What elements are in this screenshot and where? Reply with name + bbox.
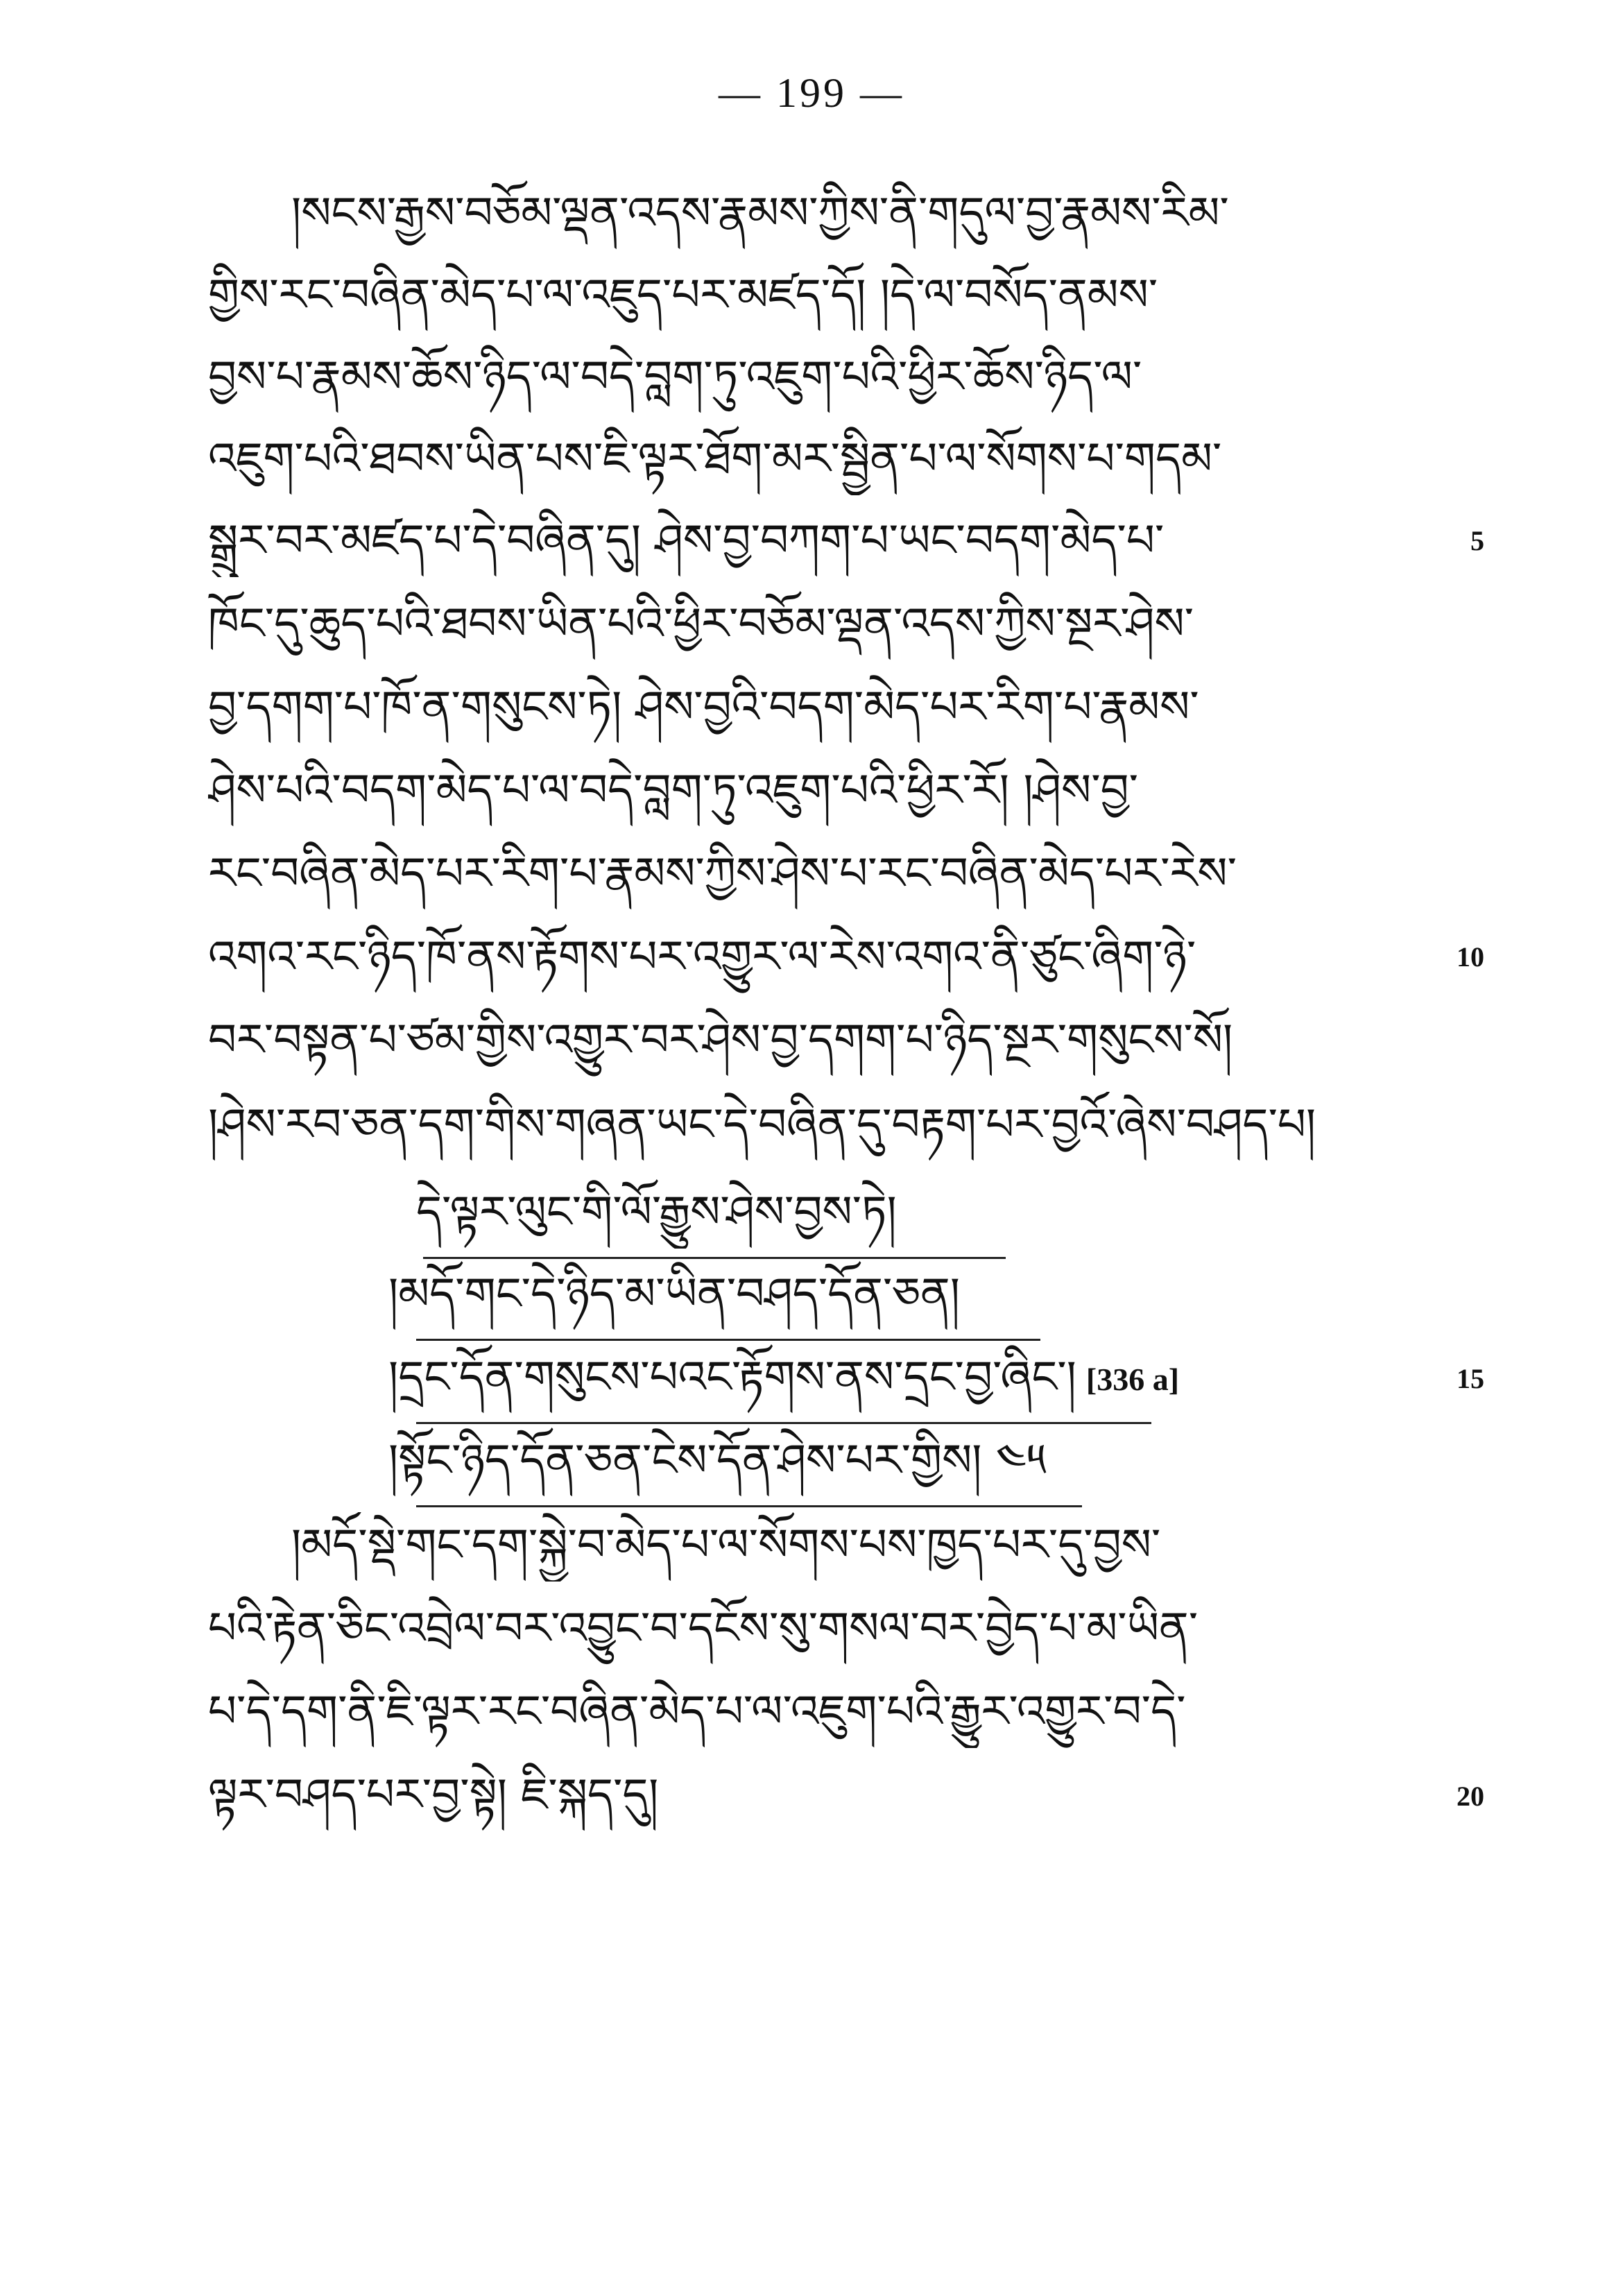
folio-reference: [336 a] [1085, 1362, 1180, 1398]
text-line: ཁོང་དུ་ཆུད་པའི་ཐབས་ཡིན་པའི་ཕྱིར་བཅོམ་ལྡན་འདས་ཀྱིས་སྔར་ཤེས་ [208, 599, 1194, 650]
verse-line [388, 1344, 1346, 1414]
margin-line-number: 10 [1457, 941, 1484, 973]
page-number: — 199 — [719, 70, 904, 116]
text-line: སྒྲུར་བར་མཛད་པ་དེ་བཞིན་དུ། ཤེས་བྱ་བཀག་པ་ཡང་བདག་མེད་པ་ [208, 515, 1165, 567]
text-line: འགའ་རང་ཉིད་ཁོ་ནས་རྟོགས་པར་འགྱུར་ལ་རེས་འགའ་ནི་ཙུང་ཞིག་ཉེ་ [208, 932, 1196, 983]
verse-line: དེ་ལྟར་ལུང་གི་ལོ་རྒྱུས་ཤེས་བྱས་ཏེ། [416, 1187, 897, 1238]
margin-line-number: 15 [1457, 1363, 1484, 1394]
text-line: བར་བསྟན་པ་ཙམ་གྱིས་འགྱུར་བར་ཤེས་བྱ་དགག་པ་ཉིད་སྔར་གསུངས་སོ། [208, 1015, 1233, 1066]
verse-underline [416, 1422, 1151, 1424]
margin-line-number: 20 [1457, 1781, 1484, 1812]
text-line: བྱ་དགག་པ་ཁོ་ན་གསུངས་ཏེ། ཤེས་བྱའི་བདག་མེད་པར་རིག་པ་རྣམས་ [208, 682, 1199, 733]
verse-line: །སྟོང་ཉིད་དོན་ཅན་ངེས་དོན་ཤེས་པར་གྱིས། ༤༥ [388, 1435, 1047, 1487]
verse-text: །དྲང་དོན་གསུངས་པའང་རྟོགས་ནས་དྲང་བྱ་ཞིང་། [388, 1352, 1076, 1403]
verse-line: །མདོ་གང་དེ་ཉིད་མ་ཡིན་བཤད་དོན་ཅན། [388, 1269, 960, 1320]
verse-underline [416, 1505, 1082, 1507]
text-line: པའི་རྟེན་ཅིང་འབྲེལ་བར་འབྱུང་བ་དངོས་སུ་གསལ་བར་བྱེད་པ་མ་ཡིན་ [208, 1603, 1199, 1654]
text-line: །སངས་རྒྱས་བཅོམ་ལྡན་འདས་རྣམས་ཀྱིས་ནི་གདུལ་བྱ་རྣམས་རིམ་ [291, 188, 1229, 239]
verse-underline [423, 1257, 1006, 1259]
text-line: ཤེས་པའི་བདག་མེད་པ་ལ་བདེ་བླག་ཏུ་འཇུག་པའི་ཕྱིར་རོ། །ཤེས་བྱ་ [208, 765, 1139, 816]
text-line: གྱིས་རང་བཞིན་མེད་པ་ལ་འཇུད་པར་མཛད་དོ། །དེ་ལ་བསོད་ནམས་ [208, 270, 1158, 321]
verse-underline [416, 1339, 1040, 1341]
text-line: བྱས་པ་རྣམས་ཆོས་ཉིད་ལ་བདེ་བླག་ཏུ་འཇུག་པའི་ཕྱིར་ཆོས་ཉིད་ལ་ [208, 352, 1142, 403]
text-line: པ་དེ་དག་ནི་ཇི་ལྟར་རང་བཞིན་མེད་པ་ལ་འཇུག་པའི་རྒྱུར་འགྱུར་བ་དེ་ [208, 1686, 1186, 1738]
text-line: རང་བཞིན་མེད་པར་རིག་པ་རྣམས་ཀྱིས་ཤེས་པ་རང་བཞིན་མེད་པར་རེས་ [208, 848, 1237, 900]
margin-line-number: 5 [1470, 525, 1484, 556]
text-line: འཇུག་པའི་ཐབས་ཡིན་པས་ཇི་ལྟར་ཐོག་མར་སྦྱིན་པ་ལ་སོགས་པ་གདམ་ [208, 434, 1222, 485]
text-line: ལྟར་བཤད་པར་བྱ་སྟེ། ཇི་སྐད་དུ། [208, 1770, 659, 1821]
text-line: །མདོ་སྡེ་གང་དག་སྐྱེ་བ་མེད་པ་ལ་སོགས་པས་ཁྱད་པར་དུ་བྱས་ [291, 1520, 1161, 1571]
text-line: །ཤེས་རབ་ཅན་དག་གིས་གཞན་ཡང་དེ་བཞིན་དུ་བརྟག་པར་བྱའོ་ཞེས་བཤད་པ། [208, 1099, 1316, 1151]
